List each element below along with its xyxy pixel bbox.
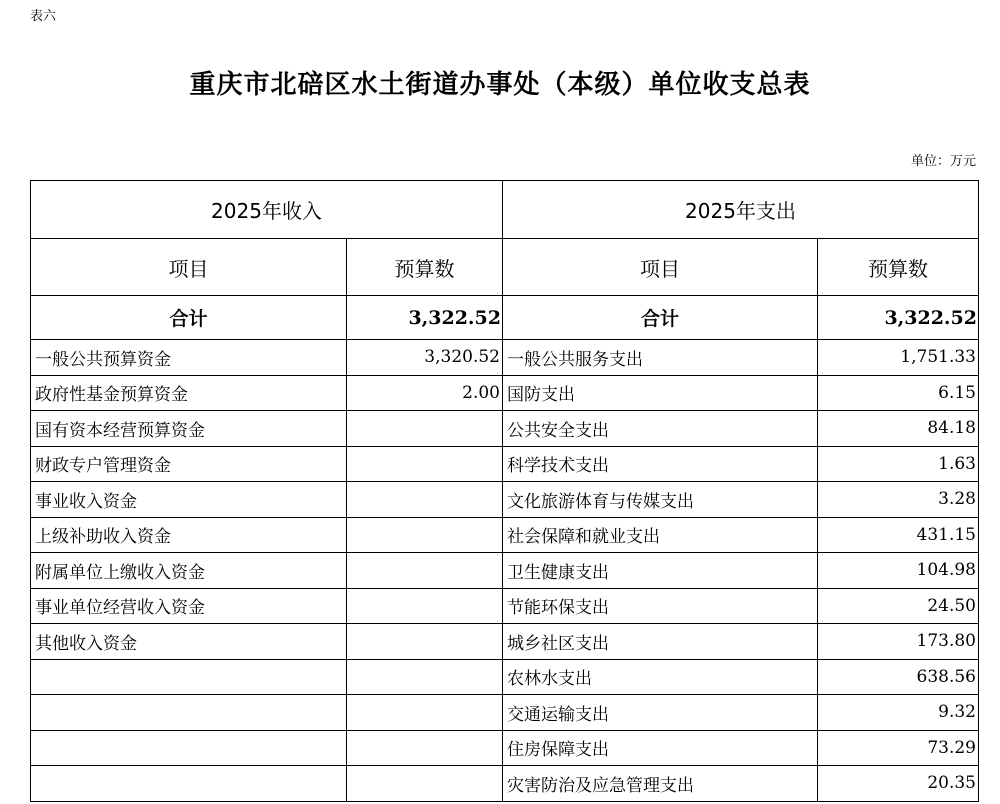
page-title: 重庆市北碚区水土街道办事处（本级）单位收支总表	[189, 70, 811, 100]
section-header-row	[31, 181, 979, 239]
total-row	[31, 296, 979, 340]
income-section-header: 2025年收入	[31, 181, 503, 239]
income-item-cell: 一般公共预算资金	[31, 340, 347, 376]
table-row	[31, 411, 979, 447]
expense-section-header: 2025年支出	[503, 181, 979, 239]
expense-item-cell: 城乡社区支出	[503, 624, 818, 660]
income-item-cell: 事业单位经营收入资金	[31, 588, 347, 624]
expense-item-cell: 社会保障和就业支出	[503, 517, 818, 553]
expense-item-cell: 一般公共服务支出	[503, 340, 818, 376]
income-item-cell: 其他收入资金	[31, 624, 347, 660]
income-value-cell	[347, 695, 503, 731]
table-row	[31, 446, 979, 482]
income-item-cell: 国有资本经营预算资金	[31, 411, 347, 447]
expense-item-cell: 住房保障支出	[503, 730, 818, 766]
expense-value-cell: 431.15	[818, 517, 979, 553]
expense-value-cell: 3.28	[818, 482, 979, 518]
income-item-cell: 政府性基金预算资金	[31, 375, 347, 411]
table-label: 表六	[30, 9, 57, 24]
income-item-header: 项目	[31, 239, 347, 296]
column-header-row	[31, 239, 979, 296]
expense-value-cell: 9.32	[818, 695, 979, 731]
income-value-cell: 3,320.52	[347, 340, 503, 376]
expense-value-cell: 73.29	[818, 730, 979, 766]
unit-label: 单位：万元	[910, 154, 976, 169]
expense-budget-header: 预算数	[818, 239, 979, 296]
income-value-cell	[347, 446, 503, 482]
income-value-cell	[347, 766, 503, 802]
table-row	[31, 766, 979, 802]
expense-value-cell: 6.15	[818, 375, 979, 411]
income-value-cell	[347, 588, 503, 624]
table-row	[31, 553, 979, 589]
table-row	[31, 659, 979, 695]
income-value-cell	[347, 411, 503, 447]
income-value-cell	[347, 730, 503, 766]
expense-item-header: 项目	[503, 239, 818, 296]
income-item-cell: 附属单位上缴收入资金	[31, 553, 347, 589]
expense-value-cell: 1,751.33	[818, 340, 979, 376]
income-value-cell	[347, 553, 503, 589]
expense-value-cell: 84.18	[818, 411, 979, 447]
expense-value-cell: 24.50	[818, 588, 979, 624]
expense-item-cell: 农林水支出	[503, 659, 818, 695]
expense-item-cell: 国防支出	[503, 375, 818, 411]
expense-item-cell: 卫生健康支出	[503, 553, 818, 589]
expense-value-cell: 638.56	[818, 659, 979, 695]
expense-item-cell: 交通运输支出	[503, 695, 818, 731]
table-row	[31, 588, 979, 624]
income-total-value: 3,322.52	[347, 296, 503, 340]
table-row	[31, 340, 979, 376]
expense-item-cell: 公共安全支出	[503, 411, 818, 447]
income-value-cell: 2.00	[347, 375, 503, 411]
income-item-cell: 上级补助收入资金	[31, 517, 347, 553]
table-row	[31, 482, 979, 518]
table-row	[31, 695, 979, 731]
expense-value-cell: 173.80	[818, 624, 979, 660]
income-value-cell	[347, 624, 503, 660]
income-item-cell	[31, 659, 347, 695]
table-row	[31, 375, 979, 411]
income-value-cell	[347, 517, 503, 553]
expense-total-label: 合计	[503, 296, 818, 340]
table-row	[31, 624, 979, 660]
expense-value-cell: 104.98	[818, 553, 979, 589]
income-value-cell	[347, 482, 503, 518]
income-budget-header: 预算数	[347, 239, 503, 296]
expense-item-cell: 文化旅游体育与传媒支出	[503, 482, 818, 518]
income-item-cell: 事业收入资金	[31, 482, 347, 518]
table-row	[31, 517, 979, 553]
expense-value-cell: 1.63	[818, 446, 979, 482]
income-item-cell	[31, 766, 347, 802]
table-row	[31, 730, 979, 766]
expense-item-cell: 科学技术支出	[503, 446, 818, 482]
income-item-cell	[31, 730, 347, 766]
income-item-cell: 财政专户管理资金	[31, 446, 347, 482]
expense-item-cell: 节能环保支出	[503, 588, 818, 624]
expense-value-cell: 20.35	[818, 766, 979, 802]
expense-item-cell: 灾害防治及应急管理支出	[503, 766, 818, 802]
budget-summary-table	[30, 180, 979, 802]
income-total-label: 合计	[31, 296, 347, 340]
expense-total-value: 3,322.52	[818, 296, 979, 340]
income-value-cell	[347, 659, 503, 695]
income-item-cell	[31, 695, 347, 731]
